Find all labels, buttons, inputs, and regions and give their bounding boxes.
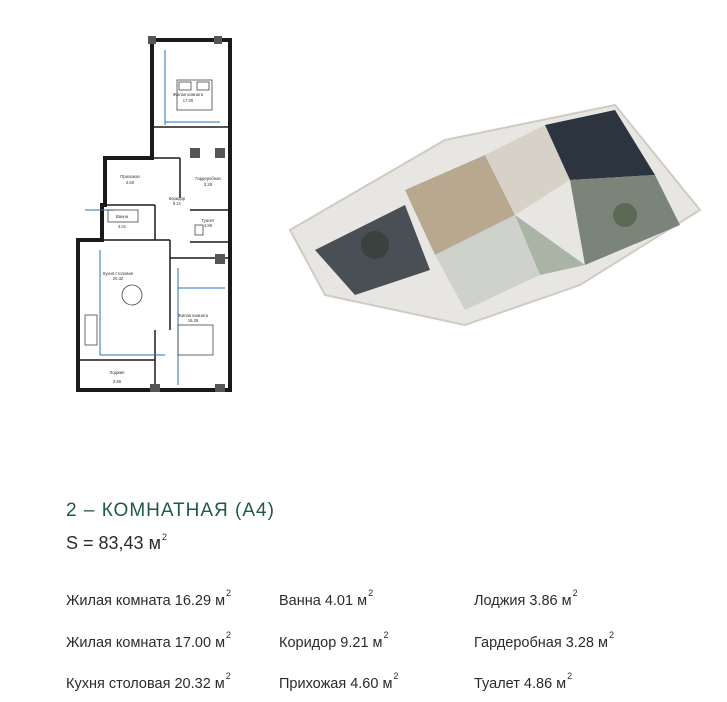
spec-kitchen-dining: Кухня столовая 20.32 $м^2$: [66, 671, 231, 692]
spec-living-room-2: Жилая комната 17.00 $м^2$: [66, 630, 232, 651]
spec-toilet: Туалет 4.86 $м^2$: [474, 671, 573, 692]
room-label: Лоджия: [109, 370, 125, 375]
spec-living-room-1: Жилая комната 16.29 $м^2$: [66, 588, 232, 609]
room-label: Коридор: [168, 196, 186, 201]
room-area: 20.32: [112, 276, 124, 281]
room-area: 17.00: [182, 98, 194, 103]
room-label: Жилая комната: [177, 313, 209, 318]
room-label: Ванна: [115, 214, 129, 219]
room-label: Прихожая: [120, 174, 140, 179]
room-label: Кухня столовая: [102, 271, 134, 276]
spec-corridor: Коридор 9.21 $м^2$: [279, 630, 389, 651]
floor-plan-2d: [70, 30, 240, 400]
apartment-area: S = 83,43 $м^2$: [66, 532, 167, 553]
spec-bathroom: Ванна 4.01 $м^2$: [279, 588, 374, 609]
room-area: 4.86: [203, 223, 213, 228]
spec-loggia: Лоджия 3.86 $м^2$: [474, 588, 578, 609]
floor-plan-3d-render: [285, 95, 705, 335]
room-label: Жилая комната: [172, 92, 204, 97]
apartment-title: 2 – КОМНАТНАЯ (А4): [66, 500, 275, 521]
room-area: 9.21: [172, 201, 182, 206]
room-labels: [103, 92, 221, 384]
spec-hallway: Прихожая 4.60 $м^2$: [279, 671, 399, 692]
room-area: 4.60: [125, 180, 135, 185]
room-label: Туалет: [201, 218, 215, 223]
room-area: 3.86: [112, 379, 122, 384]
room-area: 4.01: [117, 224, 127, 229]
room-area: 3.28: [203, 182, 213, 187]
room-label: Гардеробная: [195, 176, 221, 181]
room-area: 16.29: [187, 318, 199, 323]
spec-wardrobe: Гардеробная 3.28 $м^2$: [474, 630, 614, 651]
